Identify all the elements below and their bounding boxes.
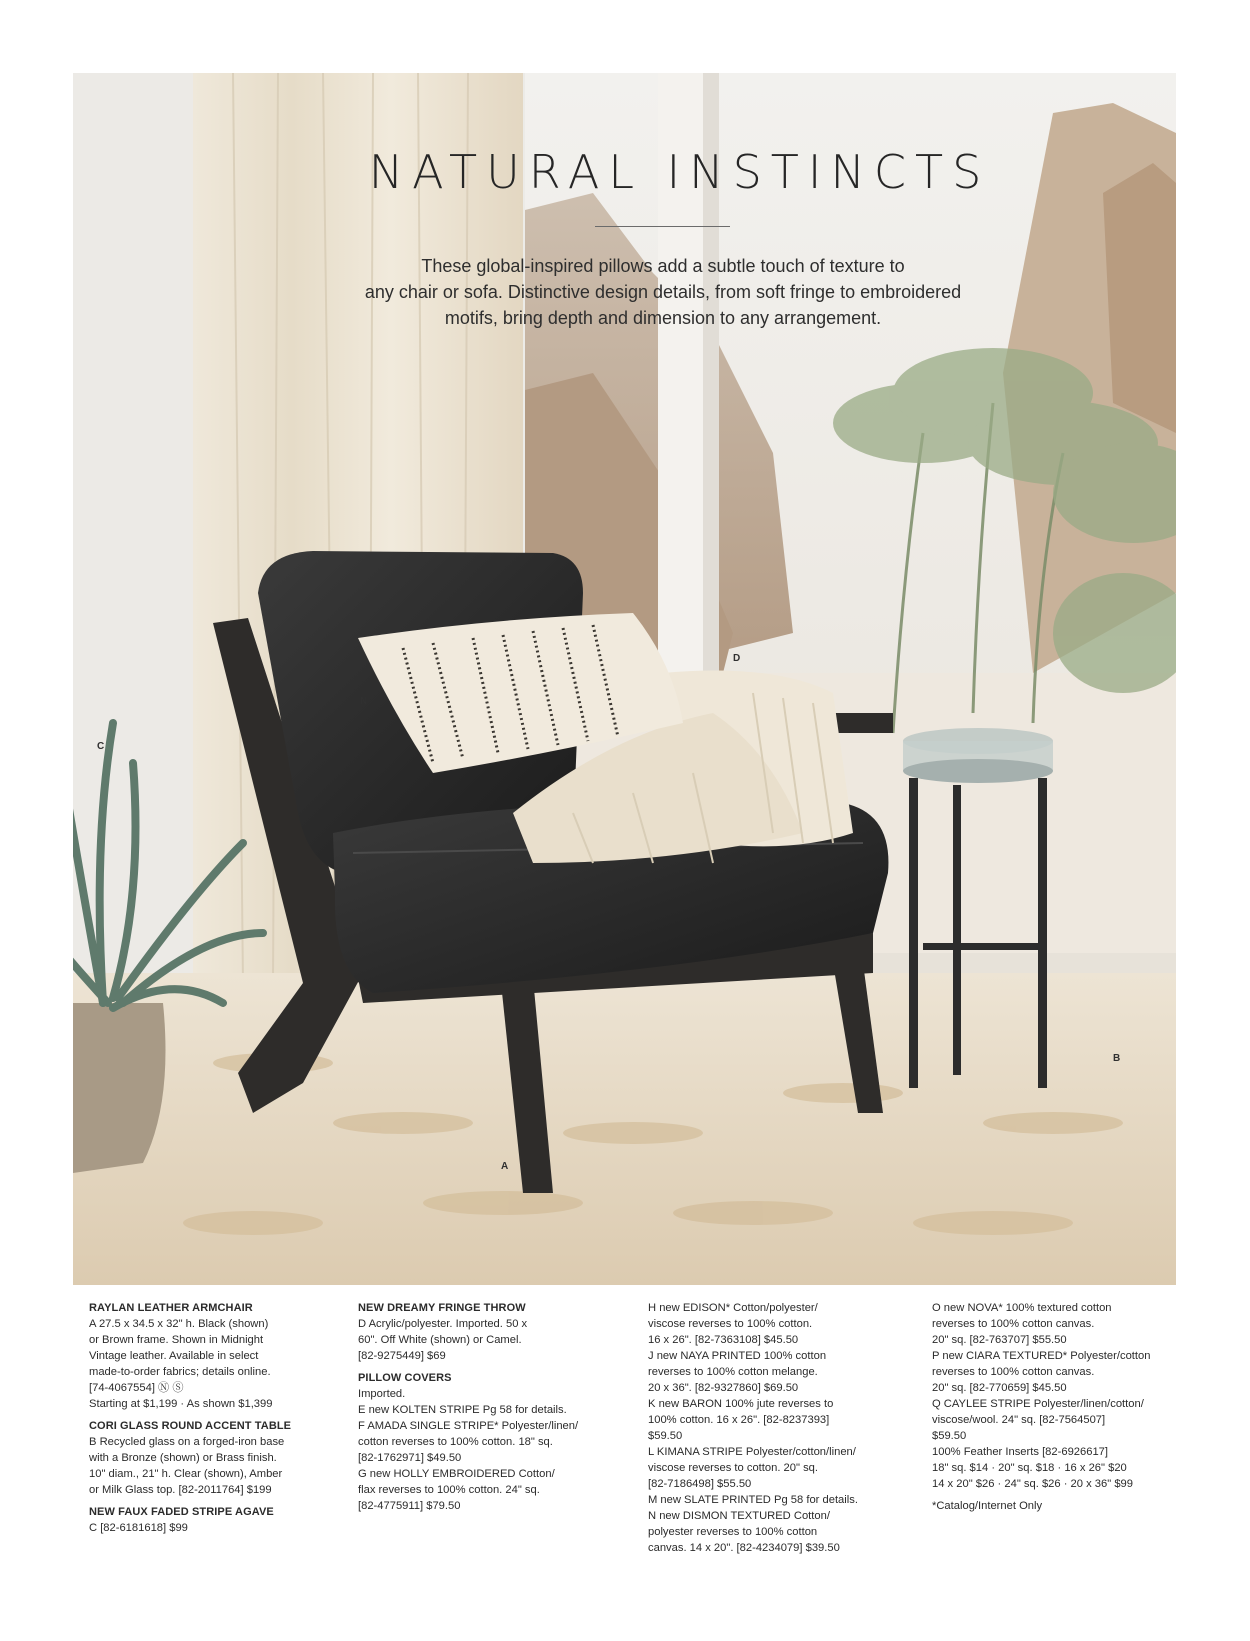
intro-line: motifs, bring depth and dimension to any arrangement. (444, 308, 882, 328)
product-detail-line: 60". Off White (shown) or Camel. (358, 1334, 522, 1346)
product-detail-line: 10" diam., 21" h. Clear (shown), Amber (89, 1468, 283, 1480)
callout-marker-b: B (1113, 1053, 1121, 1064)
product-detail-line: K new BARON 100% jute reverses to (648, 1398, 834, 1410)
product-column-3 (648, 1300, 910, 1556)
product-price-line: 16 x 26". [82-7363108] $45.50 (648, 1334, 799, 1346)
product-detail-line: Imported. (358, 1388, 406, 1400)
product-price-line: 14 x 20" $26 · 24" sq. $26 · 20 x 36" $99 (932, 1478, 1133, 1490)
product-detail-line: E new KOLTEN STRIPE Pg 58 for details. (358, 1404, 567, 1416)
product-detail-line: Vintage leather. Available in select (89, 1350, 259, 1362)
callout-marker-d: D (733, 653, 741, 664)
product-detail-line: [74-4067554] Ⓝ Ⓢ (89, 1382, 184, 1394)
product-detail-line: M new SLATE PRINTED Pg 58 for details. (648, 1494, 858, 1506)
product-price-line: [82-9275449] $69 (358, 1350, 446, 1362)
product-detail-line: viscose reverses to 100% cotton. (648, 1318, 813, 1330)
product-detail-line: or Brown frame. Shown in Midnight (89, 1334, 264, 1346)
product-price-line: 20" sq. [82-770659] $45.50 (932, 1382, 1067, 1394)
hero-photo (73, 73, 1176, 1285)
product-detail-line: O new NOVA* 100% textured cotton (932, 1302, 1112, 1314)
product-detail-line: H new EDISON* Cotton/polyester/ (648, 1302, 818, 1314)
product-detail-line: reverses to 100% cotton canvas. (932, 1318, 1095, 1330)
product-detail-line: 100% cotton. 16 x 26". [82-8237393] (648, 1414, 830, 1426)
product-price-line: or Milk Glass top. [82-2011764] $199 (89, 1484, 272, 1496)
product-detail-line: Q CAYLEE STRIPE Polyester/linen/cotton/ (932, 1398, 1144, 1410)
product-price-line: [82-7186498] $55.50 (648, 1478, 752, 1490)
product-detail-line: P new CIARA TEXTURED* Polyester/cotton (932, 1350, 1151, 1362)
product-detail-line: flax reverses to 100% cotton. 24" sq. (358, 1484, 540, 1496)
product-detail-line: J new NAYA PRINTED 100% cotton (648, 1350, 827, 1362)
product-column-1 (89, 1300, 349, 1536)
product-title-agave: NEW FAUX FADED STRIPE AGAVE (89, 1506, 274, 1518)
callout-marker-c: C (97, 741, 105, 752)
product-detail-line: made-to-order fabrics; details online. (89, 1366, 271, 1378)
callout-marker-a: A (501, 1161, 509, 1172)
product-detail-line: with a Bronze (shown) or Brass finish. (89, 1452, 277, 1464)
product-detail-line: cotton reverses to 100% cotton. 18" sq. (358, 1436, 553, 1448)
product-price-line: 20 x 36". [82-9327860] $69.50 (648, 1382, 799, 1394)
product-detail-line: L KIMANA STRIPE Polyester/cotton/linen/ (648, 1446, 856, 1458)
product-price-line: $59.50 (648, 1430, 683, 1442)
footnote: *Catalog/Internet Only (932, 1500, 1043, 1512)
intro-line: These global-inspired pillows add a subtle touch of texture to (421, 256, 905, 276)
product-detail-line: 100% Feather Inserts [82-6926617] (932, 1446, 1109, 1458)
product-detail-line: reverses to 100% cotton melange. (648, 1366, 818, 1378)
product-price-line: 20" sq. [82-763707] $55.50 (932, 1334, 1067, 1346)
callout-marker-n: N (360, 696, 368, 707)
product-price-line: $59.50 (932, 1430, 967, 1442)
product-detail-line: N new DISMON TEXTURED Cotton/ (648, 1510, 830, 1522)
product-price-line: canvas. 14 x 20". [82-4234079] $39.50 (648, 1542, 840, 1554)
product-column-2 (358, 1300, 618, 1514)
product-detail-line: B Recycled glass on a forged-iron base (89, 1436, 285, 1448)
headline-divider (595, 226, 730, 227)
product-detail-line: F AMADA SINGLE STRIPE* Polyester/linen/ (358, 1420, 579, 1432)
product-title-throw: NEW DREAMY FRINGE THROW (358, 1302, 526, 1314)
product-detail-line: polyester reverses to 100% cotton (648, 1526, 818, 1538)
intro-line: any chair or sofa. Distinctive design details, from soft fringe to embroidered (364, 282, 962, 302)
intro-paragraph (278, 253, 1048, 331)
product-column-4 (932, 1300, 1182, 1514)
product-price-line: [82-1762971] $49.50 (358, 1452, 462, 1464)
product-title-armchair: RAYLAN LEATHER ARMCHAIR (89, 1302, 253, 1314)
product-title-pillow-covers: PILLOW COVERS (358, 1372, 452, 1384)
product-title-accent-table: CORI GLASS ROUND ACCENT TABLE (89, 1420, 292, 1432)
product-detail-line: reverses to 100% cotton canvas. (932, 1366, 1095, 1378)
product-price-line: Starting at $1,199 · As shown $1,399 (89, 1398, 273, 1410)
page-headline: NATURAL INSTINCTS (368, 145, 991, 199)
product-price-line: C [82-6181618] $99 (89, 1522, 188, 1534)
product-detail-line: D Acrylic/polyester. Imported. 50 x (358, 1318, 528, 1330)
product-price-line: [82-4775911] $79.50 (358, 1500, 461, 1512)
product-detail-line: G new HOLLY EMBROIDERED Cotton/ (358, 1468, 555, 1480)
product-detail-line: viscose/wool. 24" sq. [82-7564507] (932, 1414, 1106, 1426)
product-detail-line: viscose reverses to cotton. 20" sq. (648, 1462, 818, 1474)
product-detail-line: A 27.5 x 34.5 x 32" h. Black (shown) (89, 1318, 269, 1330)
product-price-line: 18" sq. $14 · 20" sq. $18 · 16 x 26" $20 (932, 1462, 1127, 1474)
